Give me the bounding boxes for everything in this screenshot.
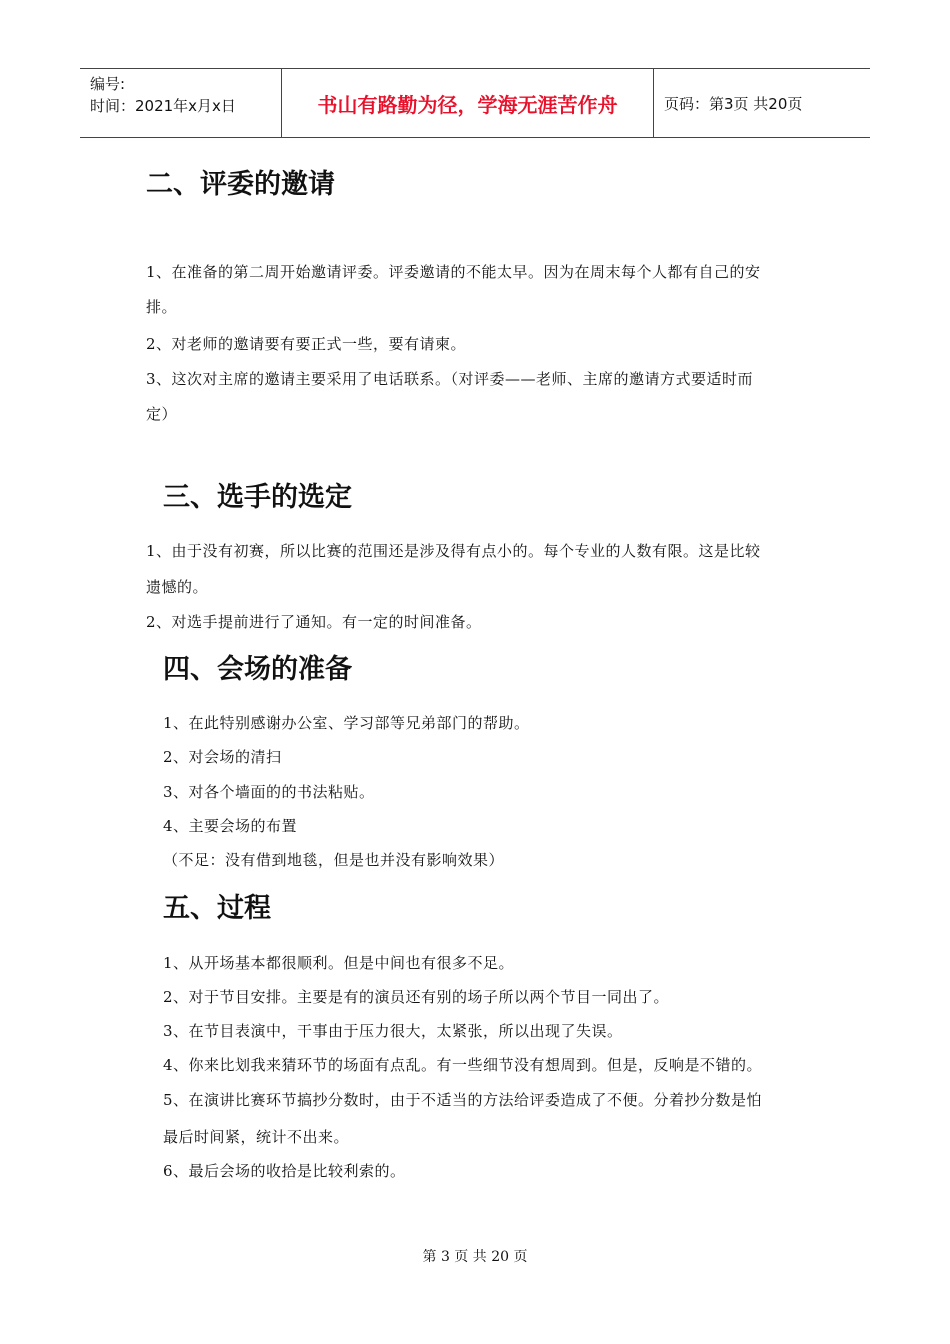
paragraph-line: 排。 bbox=[146, 298, 178, 316]
paragraph-line: 最后时间紧，统计不出来。 bbox=[163, 1128, 350, 1146]
section-title-venue: 四、会场的准备 bbox=[163, 654, 352, 685]
paragraph-line: 1、从开场基本都很顺利。但是中间也有很多不足。 bbox=[163, 954, 515, 972]
section-title-contestants: 三、选手的选定 bbox=[163, 482, 352, 513]
paragraph-line: 5、在演讲比赛环节搞抄分数时，由于不适当的方法给评委造成了不便。分着抄分数是怕 bbox=[163, 1091, 763, 1109]
paragraph-line: 2、对于节目安排。主要是有的演员还有别的场子所以两个节目一同出了。 bbox=[163, 988, 670, 1006]
page-header bbox=[80, 68, 870, 138]
page-footer: 第 3 页 共 20 页 bbox=[422, 1249, 528, 1265]
header-time-label: 时间：2021年x月x日 bbox=[90, 97, 236, 115]
paragraph-line: 3、这次对主席的邀请主要采用了电话联系。（对评委——老师、主席的邀请方式要适时而 bbox=[146, 370, 754, 388]
paragraph-line: 3、在节目表演中，干事由于压力很大，太紧张，所以出现了失误。 bbox=[163, 1022, 623, 1040]
paragraph-line: 2、对老师的邀请要有要正式一些，要有请柬。 bbox=[146, 335, 467, 353]
header-motto: 书山有路勤为径，学海无涯苦作舟 bbox=[317, 92, 618, 117]
section-title-judges: 二、评委的邀请 bbox=[146, 169, 335, 200]
paragraph-line: 定） bbox=[146, 405, 178, 423]
paragraph-line: 3、对各个墙面的的书法粘贴。 bbox=[163, 783, 375, 801]
header-page-info-cell bbox=[654, 69, 870, 137]
header-page-info: 页码：第3页 共20页 bbox=[664, 94, 803, 113]
paragraph-line: 1、由于没有初赛，所以比赛的范围还是涉及得有点小的。每个专业的人数有限。这是比较 bbox=[146, 542, 761, 560]
header-number-label: 编号: bbox=[90, 75, 126, 93]
paragraph-line: 2、对选手提前进行了通知。有一定的时间准备。 bbox=[146, 613, 482, 631]
paragraph-line: 1、在准备的第二周开始邀请评委。评委邀请的不能太早。因为在周末每个人都有自己的安 bbox=[146, 263, 761, 281]
paragraph-line: 4、主要会场的布置 bbox=[163, 817, 298, 835]
paragraph-line: 2、对会场的清扫 bbox=[163, 748, 282, 766]
header-meta bbox=[80, 69, 282, 137]
header-motto-cell bbox=[282, 69, 654, 137]
section-title-process: 五、过程 bbox=[163, 893, 271, 924]
paragraph-line: 6、最后会场的收拾是比较利索的。 bbox=[163, 1162, 406, 1180]
paragraph-line: 1、在此特别感谢办公室、学习部等兄弟部门的帮助。 bbox=[163, 714, 530, 732]
paragraph-line: （不足：没有借到地毯，但是也并没有影响效果） bbox=[163, 851, 505, 869]
paragraph-line: 遗憾的。 bbox=[146, 578, 209, 596]
paragraph-line: 4、你来比划我来猜环节的场面有点乱。有一些细节没有想周到。但是，反响是不错的。 bbox=[163, 1056, 763, 1074]
